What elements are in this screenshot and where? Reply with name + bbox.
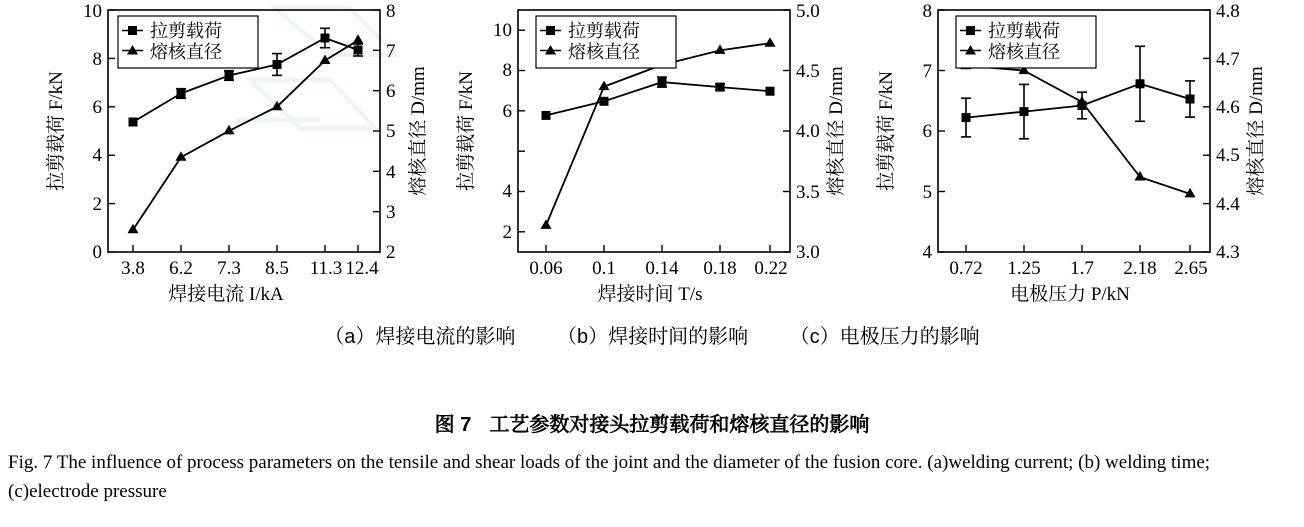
subcaption-b: （b）焊接时间的影响 xyxy=(557,326,749,348)
svg-text:8: 8 xyxy=(502,60,512,81)
svg-text:0.18: 0.18 xyxy=(703,258,737,279)
svg-text:7: 7 xyxy=(922,61,932,82)
y-axis-left-labels-c xyxy=(923,1,933,263)
svg-text:7.3: 7.3 xyxy=(217,258,241,279)
svg-text:11.3: 11.3 xyxy=(309,258,343,279)
svg-text:4.3: 4.3 xyxy=(1216,242,1240,263)
svg-text:8: 8 xyxy=(386,1,396,22)
svg-text:4: 4 xyxy=(922,242,932,263)
y-axis-right-labels-b xyxy=(796,1,820,263)
x-axis-title-a: 焊接电流 I/kA xyxy=(168,284,284,305)
svg-text:10: 10 xyxy=(83,1,102,22)
legend-label-load-c: 拉剪载荷 xyxy=(988,21,1060,41)
svg-text:6: 6 xyxy=(922,121,932,142)
svg-text:0.1: 0.1 xyxy=(592,258,616,279)
figure-caption-en: Fig. 7 The influence of process parameters on the tensile and shear loads of the joint and the diameter of the fusion core. (a)welding current; (b) welding time; (c)electrode pressure xyxy=(8,452,1211,503)
x-axis-labels-b xyxy=(529,258,787,279)
svg-text:0.22: 0.22 xyxy=(754,258,788,279)
legend-label-diameter-c: 熔核直径 xyxy=(988,42,1060,62)
x-axis-title-c: 电极压力 P/kN xyxy=(1010,284,1130,305)
legend-c xyxy=(956,16,1096,68)
svg-text:0: 0 xyxy=(92,242,102,263)
svg-text:6: 6 xyxy=(386,81,396,102)
svg-text:5: 5 xyxy=(386,121,396,142)
svg-text:10: 10 xyxy=(493,20,512,41)
y-axis-right-ticks-b xyxy=(783,10,790,252)
y-axis-right-labels-a xyxy=(386,1,396,263)
legend-label-diameter-a: 熔核直径 xyxy=(150,42,222,62)
y-axis-title-left-a: 拉剪载荷 F/kN xyxy=(46,71,67,191)
svg-text:5: 5 xyxy=(922,182,932,203)
svg-text:2: 2 xyxy=(92,194,102,215)
legend-label-load-b: 拉剪载荷 xyxy=(568,21,640,41)
svg-text:4.6: 4.6 xyxy=(1216,97,1240,118)
svg-text:4.0: 4.0 xyxy=(796,121,820,142)
svg-text:2.65: 2.65 xyxy=(1174,258,1208,279)
y-axis-right-ticks-a xyxy=(373,10,380,252)
series-load-b xyxy=(542,77,775,120)
svg-text:4: 4 xyxy=(386,162,396,183)
figure-title xyxy=(0,408,1304,437)
svg-text:6.2: 6.2 xyxy=(169,258,193,279)
svg-text:12.4: 12.4 xyxy=(345,258,379,279)
legend-label-load-a: 拉剪载荷 xyxy=(150,21,222,41)
svg-text:4.7: 4.7 xyxy=(1216,49,1240,70)
x-axis-ticks-c xyxy=(966,245,1190,252)
subcaption-a: （a）焊接电流的影响 xyxy=(324,326,516,348)
svg-text:6: 6 xyxy=(92,97,102,118)
subcaption-c: （c）电极压力的影响 xyxy=(789,326,980,348)
svg-text:2: 2 xyxy=(502,222,512,243)
svg-text:8: 8 xyxy=(922,1,932,22)
chart-a-svg xyxy=(0,0,440,320)
svg-text:0.06: 0.06 xyxy=(529,258,563,279)
svg-text:3.8: 3.8 xyxy=(121,258,145,279)
svg-text:3: 3 xyxy=(386,202,396,223)
subcaption-row xyxy=(0,320,1304,360)
y-axis-title-left-b: 拉剪载荷 F/kN xyxy=(456,71,477,191)
svg-text:0.14: 0.14 xyxy=(645,258,679,279)
y-axis-left-labels-a xyxy=(83,1,103,263)
svg-text:0.72: 0.72 xyxy=(949,258,983,279)
svg-text:4.4: 4.4 xyxy=(1216,194,1240,215)
figure-title-cn: 工艺参数对接头拉剪载荷和熔核直径的影响 xyxy=(489,414,870,436)
y-axis-left-labels-b xyxy=(493,20,513,243)
chart-c-svg xyxy=(860,0,1304,320)
y-axis-left-ticks-a xyxy=(108,10,115,252)
chart-panel-b xyxy=(440,0,860,320)
legend-a xyxy=(118,16,258,68)
chart-b-svg xyxy=(440,0,860,320)
svg-text:6: 6 xyxy=(502,101,512,122)
svg-text:8: 8 xyxy=(92,49,102,70)
x-axis-labels-a xyxy=(121,258,379,279)
svg-text:7: 7 xyxy=(386,41,396,62)
x-axis-labels-c xyxy=(949,258,1207,279)
x-axis-ticks-a xyxy=(133,245,358,252)
legend-label-diameter-b: 熔核直径 xyxy=(568,42,640,62)
svg-text:3.0: 3.0 xyxy=(796,242,820,263)
x-axis-title-b: 焊接时间 T/s xyxy=(597,284,703,305)
svg-text:4.8: 4.8 xyxy=(1216,1,1240,22)
y-axis-title-right-c: 熔核直径 D/mm xyxy=(1246,66,1267,196)
y-axis-title-right-a: 熔核直径 D/mm xyxy=(408,66,429,196)
svg-text:4.5: 4.5 xyxy=(1216,145,1240,166)
y-axis-title-right-b: 熔核直径 D/mm xyxy=(826,66,847,196)
y-axis-left-ticks-b xyxy=(518,30,525,232)
figure-number: 图 7 xyxy=(434,414,472,436)
svg-text:4: 4 xyxy=(502,181,512,202)
svg-text:3.5: 3.5 xyxy=(796,182,820,203)
svg-text:8.5: 8.5 xyxy=(265,258,289,279)
svg-text:5.0: 5.0 xyxy=(796,1,820,22)
chart-panel-c xyxy=(860,0,1304,320)
svg-text:1.7: 1.7 xyxy=(1070,258,1094,279)
y-axis-right-labels-c xyxy=(1216,1,1240,263)
svg-text:4.5: 4.5 xyxy=(796,61,820,82)
svg-text:2.18: 2.18 xyxy=(1123,258,1157,279)
svg-text:1.25: 1.25 xyxy=(1007,258,1041,279)
y-axis-title-left-c: 拉剪载荷 F/kN xyxy=(876,71,897,191)
chart-panel-a xyxy=(0,0,440,320)
y-axis-left-ticks-c xyxy=(938,10,945,252)
x-axis-ticks-b xyxy=(546,245,770,252)
svg-text:4: 4 xyxy=(92,145,102,166)
y-axis-right-ticks-c xyxy=(1203,10,1210,252)
series-diameter-c xyxy=(961,60,1196,198)
svg-text:2: 2 xyxy=(386,242,396,263)
legend-b xyxy=(536,16,676,68)
